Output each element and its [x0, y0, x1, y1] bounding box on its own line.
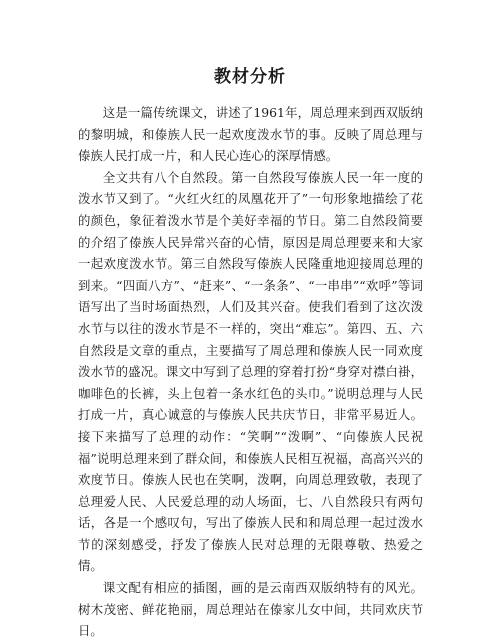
paragraph-structure: 全文共有八个自然段。第一自然段写傣族人民一年一度的泼水节又到了。“火红火红的凤凰花开了”一句形象地描绘了花的颜色，象征着泼水节是个美好幸福的节日。第二自然段简要的介绍了傣族人民异常兴奋的心情，原因是周总理要来和大家一起欢度泼水节。第三自然段写傣族人民隆重地迎接周总理的到来。“四面八方”、“赶来”、“一条条”、“一串串”“欢呼”等词语写出了当时场面热烈，人们及其兴奋。使我们看到了这次泼水节与以往的泼水节是不一样的，突出“难忘”。第四、五、六自然段是文章的重点，主要描写了周总理和傣族人民一同欢度泼水节的盛况。课文中写到了总理的穿着打扮“身穿对襟白褂，咖啡色的长裤，头上包着一条水红色的头巾。”说明总理与人民打成一片，真心诚意的与傣族人民共庆节日，非常平易近人。接下来描写了总理的动作：“笑啊”“泼啊”、“向傣族人民祝福”说明总理来到了群众间，和傣族人民相互祝福，高高兴兴的欢度节日。傣族人民也在笑啊，泼啊，向周总理致敬，表现了总理爱人民、人民爱总理的动人场面，七、八自然段只有两句话，各是一个感叹句，写出了傣族人民和和周总理一起过泼水节的深刻感受，抒发了傣族人民对总理的无限尊敬、热爱之情。 [78, 169, 423, 574]
document-body [78, 102, 423, 642]
paragraph-intro: 这是一篇传统课文，讲述了1961年，周总理来到西双版纳的黎明城，和傣族人民一起欢度泼水节的事。反映了周总理与傣族人民打成一片，和人民心连心的深厚情感。 [78, 105, 423, 164]
paragraph-illustration: 课文配有相应的插图，画的是云南西双版纳特有的风光。树木茂密、鲜花艳丽，周总理站在傣家儿女中间，共同欢庆节日。 [78, 580, 423, 639]
document-title: 教材分析 [214, 67, 286, 87]
